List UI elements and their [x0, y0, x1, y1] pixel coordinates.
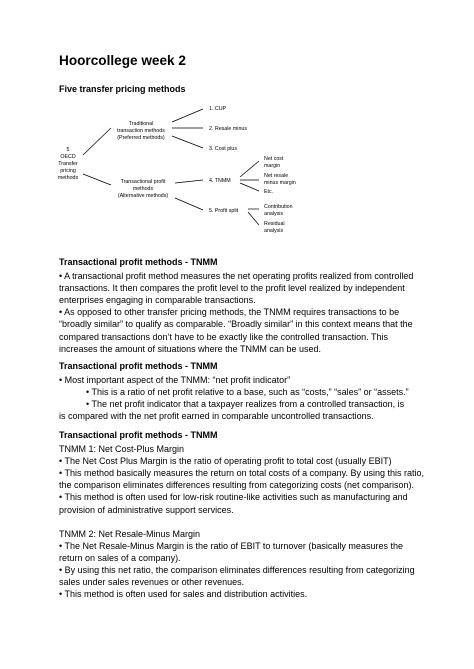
connector-trans-profitsplit: [175, 198, 203, 210]
paragraph-line: • This is a ratio of net profit relative to a base, such as “costs,” “sales” or “assets.”: [86, 387, 409, 398]
diagram-transactional-line1: Transactional profit: [120, 179, 166, 185]
paragraph-line: • This method basically measures the return on total costs of a company. By using this ratio,: [59, 468, 424, 479]
diagram-transactional-line3: (Alternative methods): [117, 193, 169, 199]
paragraph-line: • By using this net ratio, the comparison eliminates differences resulting from categorizing: [59, 565, 415, 575]
connector-trans-tnmm: [175, 180, 203, 183]
section-heading: Transactional profit methods - TNMM: [59, 257, 218, 267]
paragraph-line: • The net profit indicator that a taxpayer realizes from a controlled transaction, is: [86, 399, 405, 410]
connector-tnmm-etc: [240, 183, 259, 191]
paragraph-line: increases the amount of situations where the TNMM can be used.: [59, 343, 321, 354]
diagram-traditional-line3: (Preferred methods): [117, 135, 165, 141]
diagram-tnmm-netcost-line1: Net cost: [264, 156, 284, 162]
connector-ps-residual: [248, 212, 259, 225]
paragraph-line: • The Net Resale-Minus Margin is the ratio of EBIT to turnover (basically measures the: [59, 540, 403, 551]
diagram-method-resale-minus: 2. Resale minus: [209, 126, 247, 132]
diagram-ps-residual-line2: analysis: [264, 228, 284, 234]
connector-trad-costplus: [172, 136, 203, 148]
connector-root-transactional: [83, 174, 111, 185]
connector-tnmm-netcost: [240, 161, 259, 177]
diagram-method-tnmm: 4. TNMM: [209, 178, 231, 184]
paragraph-line: return on sales of a company).: [59, 552, 181, 563]
paragraph-line: TNMM 2: Net Resale-Minus Margin: [59, 528, 201, 539]
diagram-root-line4: pricing: [60, 168, 76, 174]
paragraph-line: • This method is often used for sales and distribution activities.: [59, 589, 308, 600]
diagram-root-line2: OECD: [60, 154, 76, 160]
diagram-method-profit-split: 5. Profit split: [209, 208, 239, 214]
section-heading: Transactional profit methods - TNMM: [59, 430, 218, 440]
paragraph-line: the comparison eliminates differences resulting from categorizing costs (net comparison).: [59, 480, 414, 491]
diagram-method-cost-plus: 3. Cost plus: [209, 146, 237, 152]
paragraph-line: provision of administrative support services.: [59, 504, 234, 515]
paragraph-line: • A transactional profit method measures the net operating profits realized from controlled: [59, 271, 414, 281]
diagram-tnmm-netresale-line1: Net resale: [264, 173, 289, 179]
diagram-root-line1: 5: [66, 147, 70, 153]
diagram-traditional-line1: Traditional: [128, 121, 154, 127]
paragraph-line: “broadly similar” to qualify as comparable. “Broadly similar” in this context means that the: [59, 319, 413, 330]
connector-root-traditional: [83, 128, 111, 155]
diagram-method-cup: 1. CUP: [209, 106, 227, 112]
diagram-root-line5: methods: [57, 175, 79, 181]
diagram-ps-contribution-line2: analysis: [264, 211, 284, 217]
connector-trad-cup: [172, 109, 203, 122]
paragraph-line: transactions. It then compares the profit level to the profit level realized by independent: [59, 283, 405, 294]
diagram-tnmm-netcost-line2: margin: [264, 163, 281, 169]
paragraph-line: • The Net Cost Plus Margin is the ratio of operating profit to total cost (usually EBIT): [59, 456, 392, 467]
paragraph-line: TNMM 1: Net Cost-Plus Margin: [59, 444, 185, 454]
diagram-ps-residual-line1: Residual: [264, 221, 285, 227]
diagram-tnmm-netresale-line2: minus margin: [264, 180, 296, 186]
diagram-traditional-line2: transaction methods: [117, 128, 165, 134]
diagram-ps-contribution-line1: Contribution: [264, 204, 293, 210]
paragraph-line: • As opposed to other transfer pricing methods, the TNMM requires transactions to be: [59, 307, 400, 318]
paragraph-line: compared transactions don’t have to be exactly like the controlled transaction. This: [59, 331, 389, 342]
paragraph-line: • This method is often used for low-risk routine-like activities such as manufacturing and: [59, 492, 408, 503]
paragraph-line: enterprises engaging in comparable transactions.: [59, 295, 256, 306]
page-title: Hoorcollege week 2: [59, 53, 186, 68]
section-heading: Transactional profit methods - TNMM: [59, 361, 218, 371]
diagram-tnmm-etc: Etc.: [264, 189, 274, 195]
diagram-transactional-line2: methods: [132, 186, 154, 192]
diagram-heading: Five transfer pricing methods: [59, 84, 186, 94]
paragraph-line: is compared with the net profit earned in comparable uncontrolled transactions.: [59, 411, 374, 422]
paragraph-line: sales under sales revenues or other revenues.: [59, 577, 245, 588]
paragraph-line: • Most important aspect of the TNMM: “net profit indicator”: [59, 375, 291, 385]
diagram-root-line3: Transfer: [58, 161, 78, 167]
